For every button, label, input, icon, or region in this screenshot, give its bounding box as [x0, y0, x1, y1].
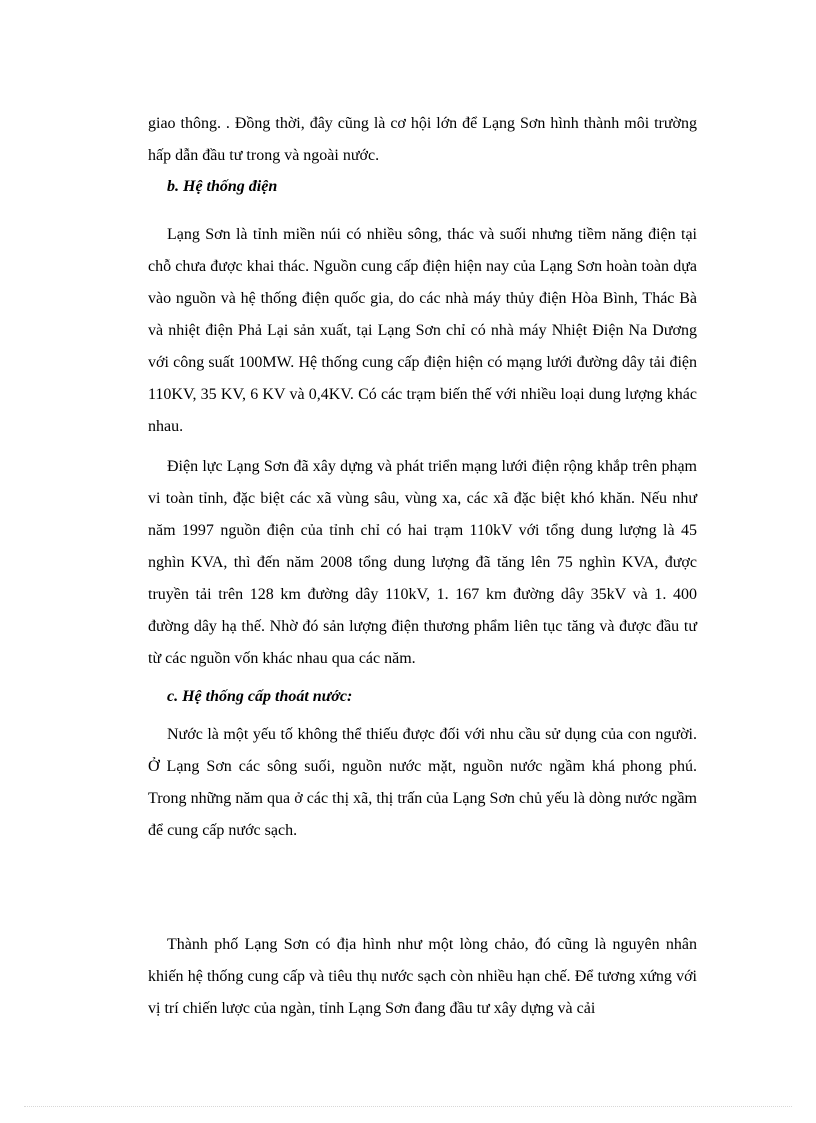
section-b-paragraph-1: Lạng Sơn là tỉnh miền núi có nhiều sông, thác và suối nhưng tiềm năng điện tại chỗ chưa được khai thác. Nguồn cung cấp điện hiện nay của Lạng Sơn hoàn toàn dựa vào nguồn và hệ thống điện quốc gia, do các nhà máy thủy điện Hòa Bình, Thác Bà và nhiệt điện Phả Lại sản xuất, tại Lạng Sơn chỉ có nhà máy Nhiệt Điện Na Dương với công suất 100MW. Hệ thống cung cấp điện hiện có mạng lưới đường dây tải điện 110KV, 35 KV, 6 KV và 0,4KV. Có các trạm biến thế với nhiều loại dung lượng khác nhau.	[148, 226, 697, 435]
text-column	[148, 108, 697, 1025]
body-block	[148, 108, 697, 172]
section-b-body	[148, 219, 697, 675]
section-c-body	[148, 719, 697, 1025]
section-c-paragraph-1: Nước là một yếu tố không thể thiếu được đối với nhu cầu sử dụng của con người. Ở Lạng Sơn các sông suối, nguồn nước mặt, nguồn nước ngầm khá phong phú. Trong những năm qua ở các thị xã, thị trấn của Lạng Sơn chủ yếu là dòng nước ngầm để cung cấp nước sạch.	[148, 726, 697, 839]
page-bottom-border	[24, 1106, 792, 1107]
section-c-heading: c. Hệ thống cấp thoát nước:	[167, 688, 353, 705]
section-c-paragraph-2: Thành phố Lạng Sơn có địa hình như một lòng chảo, đó cũng là nguyên nhân khiến hệ thống cung cấp và tiêu thụ nước sạch còn nhiều hạn chế. Để tương xứng với vị trí chiến lược của ngàn, tỉnh Lạng Sơn đang đầu tư xây dựng và cải	[148, 936, 697, 1017]
section-b-heading: b. Hệ thống điện	[167, 178, 278, 195]
intro-paragraph: giao thông. . Đồng thời, đây cũng là cơ hội lớn để Lạng Sơn hình thành môi trường hấp dẫn đầu tư trong và ngoài nước.	[148, 115, 697, 164]
section-b-paragraph-2: Điện lực Lạng Sơn đã xây dựng và phát triển mạng lưới điện rộng khắp trên phạm vi toàn tỉnh, đặc biệt các xã vùng sâu, vùng xa, các xã đặc biệt khó khăn. Nếu như năm 1997 nguồn điện của tỉnh chỉ có hai trạm 110kV với tổng dung lượng là 45 nghìn KVA, thì đến năm 2008 tổng dung lượng đã tăng lên 75 nghìn KVA, được truyền tải trên 128 km đường dây 110kV, 1. 167 km đường dây 35kV và 1. 400 đường dây hạ thế. Nhờ đó sản lượng điện thương phẩm liên tục tăng và được đầu tư từ các nguồn vốn khác nhau qua các năm.	[148, 458, 697, 667]
